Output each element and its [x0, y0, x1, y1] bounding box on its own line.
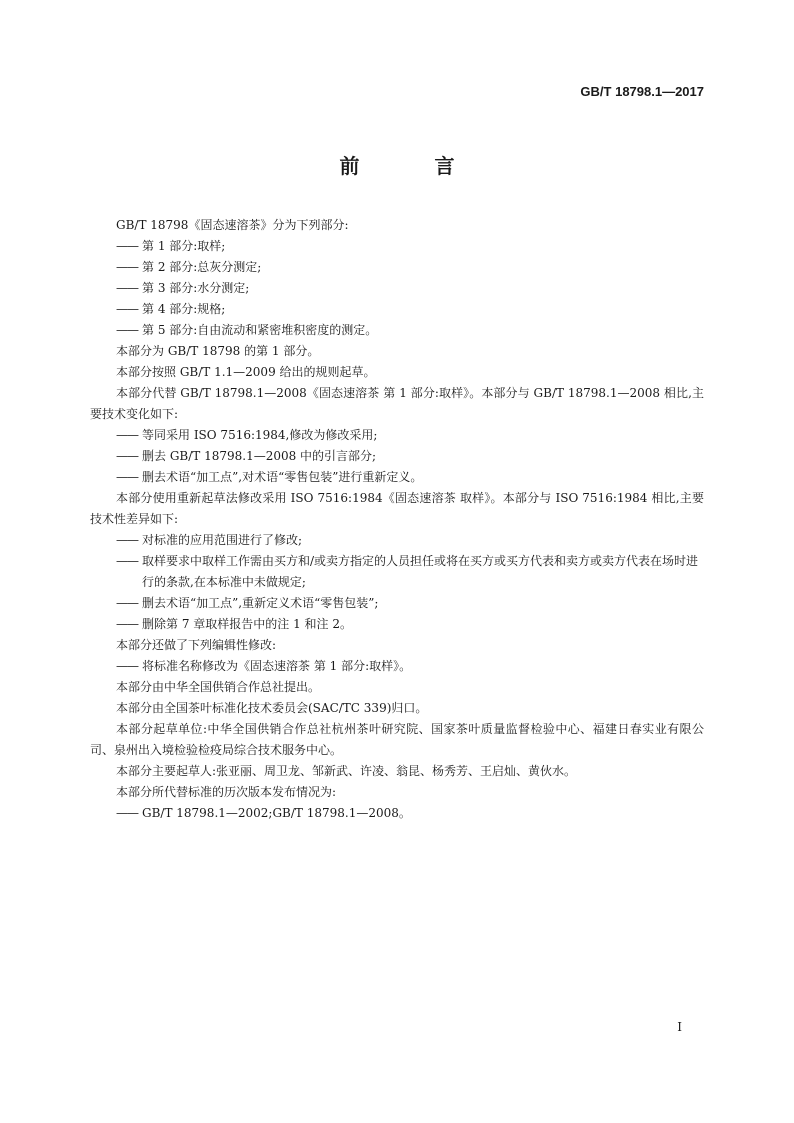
- paragraph: 本部分由中华全国供销合作总社提出。: [116, 680, 321, 694]
- dash-marker: ——: [116, 449, 138, 463]
- list-item-text: 删去 GB/T 18798.1—2008 中的引言部分;: [142, 449, 377, 463]
- list-item-text: 取样要求中取样工作需由买方和/或卖方指定的人员担任或将在买方或买方代表和卖方或卖方代表在场时进行的条款,在本标准中未做规定;: [142, 554, 699, 589]
- paragraph: 本部分使用重新起草法修改采用 ISO 7516:1984《固态速溶茶 取样》。本部分与 ISO 7516:1984 相比,主要技术性差异如下:: [90, 491, 704, 526]
- list-item: [90, 425, 704, 446]
- paragraph: 本部分主要起草人:张亚丽、周卫龙、邹新武、许凌、翁昆、杨秀芳、王启灿、黄伙水。: [116, 764, 577, 778]
- list-item-text: 删去术语“加工点”,对术语“零售包装”进行重新定义。: [142, 470, 423, 484]
- list-item-text: 对标准的应用范围进行了修改;: [142, 533, 303, 547]
- list-item: [90, 530, 704, 551]
- list-item: [90, 551, 704, 593]
- dash-marker: ——: [116, 428, 138, 442]
- dash-marker: ——: [116, 596, 138, 610]
- list-item-text: 删去术语“加工点”,重新定义术语“零售包装”;: [142, 596, 379, 610]
- list-item-text: 删除第 7 章取样报告中的注 1 和注 2。: [142, 617, 352, 631]
- dash-marker: ——: [116, 239, 138, 253]
- dash-marker: ——: [116, 554, 138, 568]
- paragraph: 本部分代替 GB/T 18798.1—2008《固态速溶茶 第 1 部分:取样》。本部分与 GB/T 18798.1—2008 相比,主要技术变化如下:: [90, 386, 704, 421]
- list-item: [90, 593, 704, 614]
- list-item: [90, 467, 704, 488]
- dash-marker: ——: [116, 281, 138, 295]
- list-item: [90, 803, 704, 824]
- list-item: [90, 278, 704, 299]
- list-item: [90, 257, 704, 278]
- paragraph: 本部分按照 GB/T 1.1—2009 给出的规则起草。: [116, 365, 376, 379]
- paragraph: 本部分为 GB/T 18798 的第 1 部分。: [116, 344, 320, 358]
- list-item-text: GB/T 18798.1—2002;GB/T 18798.1—2008。: [142, 806, 411, 820]
- paragraph: GB/T 18798《固态速溶茶》分为下列部分:: [116, 218, 349, 232]
- foreword-body: [90, 215, 704, 824]
- list-item-text: 第 5 部分:自由流动和紧密堆积密度的测定。: [142, 323, 378, 337]
- dash-marker: ——: [116, 806, 138, 820]
- list-item-text: 第 3 部分:水分测定;: [142, 281, 250, 295]
- page-number: I: [677, 1020, 682, 1034]
- page-title: 前 言: [339, 154, 489, 178]
- list-item-text: 第 2 部分:总灰分测定;: [142, 260, 262, 274]
- paragraph: 本部分所代替标准的历次版本发布情况为:: [116, 785, 337, 799]
- list-item: [90, 299, 704, 320]
- dash-marker: ——: [116, 659, 138, 673]
- list-item-text: 等同采用 ISO 7516:1984,修改为修改采用;: [142, 428, 378, 442]
- dash-marker: ——: [116, 470, 138, 484]
- dash-marker: ——: [116, 533, 138, 547]
- standard-code: GB/T 18798.1—2017: [580, 84, 704, 99]
- list-item: [90, 446, 704, 467]
- list-item: [90, 614, 704, 635]
- dash-marker: ——: [116, 617, 138, 631]
- list-item: [90, 236, 704, 257]
- paragraph: 本部分由全国茶叶标准化技术委员会(SAC/TC 339)归口。: [116, 701, 428, 715]
- dash-marker: ——: [116, 302, 138, 316]
- list-item-text: 第 1 部分:取样;: [142, 239, 226, 253]
- paragraph: 本部分起草单位:中华全国供销合作总社杭州茶叶研究院、国家茶叶质量监督检验中心、福建日春实业有限公司、泉州出入境检验检疫局综合技术服务中心。: [90, 722, 704, 757]
- paragraph: 本部分还做了下列编辑性修改:: [116, 638, 277, 652]
- list-item-text: 第 4 部分:规格;: [142, 302, 226, 316]
- list-item: [90, 656, 704, 677]
- dash-marker: ——: [116, 323, 138, 337]
- dash-marker: ——: [116, 260, 138, 274]
- list-item: [90, 320, 704, 341]
- list-item-text: 将标准名称修改为《固态速溶茶 第 1 部分:取样》。: [142, 659, 412, 673]
